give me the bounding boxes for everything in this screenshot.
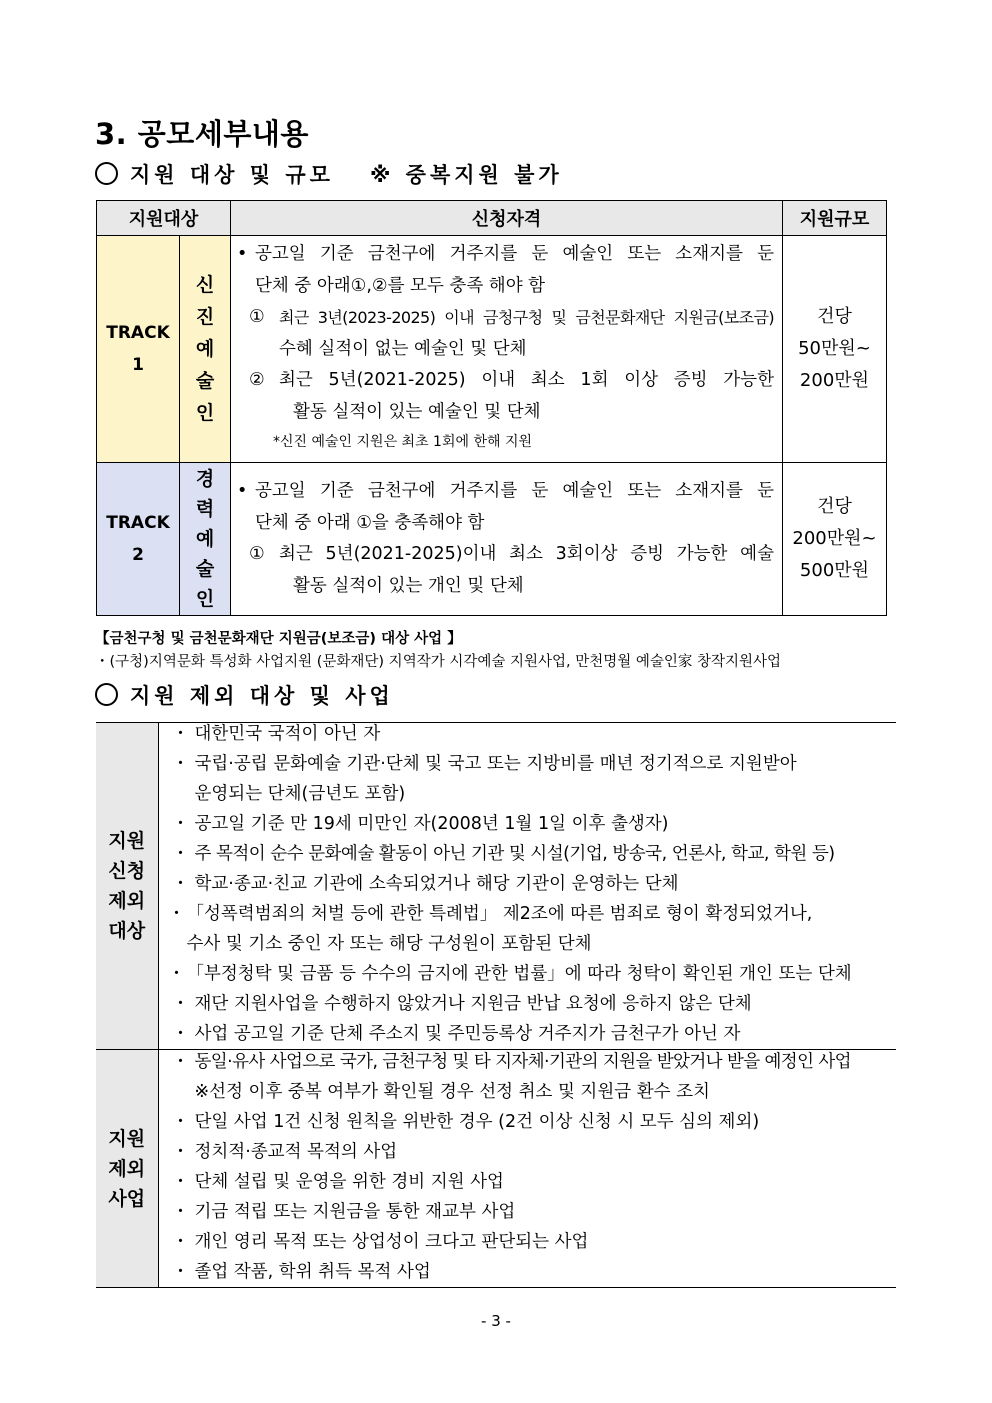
list-item: ・ 정치적·종교적 목적의 사업 — [171, 1142, 398, 1162]
table-header-row — [97, 201, 887, 236]
list-item: ・ 「부정청탁 및 금품 등 수수의 금지에 관한 법률」에 따라 청탁이 확인된 개인 또는 단체 — [167, 964, 852, 984]
track2-row — [97, 463, 887, 616]
exclusion-applicants-list — [158, 723, 896, 1050]
funding-note-items: ・(구청)지역문화 특성화 사업지원 (문화재단) 지역작가 시각예술 지원사업, 만천명월 예술인家 창작지원사업 — [95, 654, 782, 670]
section-heading-exclusions: 지원 제외 대상 및 사업 — [95, 680, 394, 710]
list-item: ・ 대한민국 국적이 아닌 자 — [171, 724, 381, 744]
track2-label: TRACK 2 — [97, 463, 180, 616]
list-item: ・ 졸업 작품, 학위 취득 목적 사업 — [171, 1262, 431, 1282]
list-item: ・ 단일 사업 1건 신청 원칙을 위반한 경우 (2건 이상 신청 시 모두 심의 제외) — [171, 1112, 760, 1132]
page-title: 3. 공모세부내용 — [95, 117, 309, 151]
header-amount: 지원규모 — [783, 201, 887, 236]
track1-category: 신 진 예 술 인 — [180, 236, 231, 463]
funding-note-title: 【금천구청 및 금천문화재단 지원금(보조금) 대상 사업 】 — [95, 631, 462, 647]
exclusions-table — [96, 722, 896, 1288]
list-item: ・ 사업 공고일 기준 단체 주소지 및 주민등록상 거주지가 금천구가 아닌 자 — [171, 1024, 741, 1044]
track1-label: TRACK 1 — [97, 236, 180, 463]
list-item: ・ 학교·종교·친교 기관에 소속되었거나 해당 기관이 운영하는 단체 — [171, 874, 679, 894]
list-item-continuation: ※선정 이후 중복 여부가 확인될 경우 선정 취소 및 지원금 환수 조치 — [194, 1082, 710, 1102]
track1-amount: 건당 50만원~ 200만원 — [783, 236, 887, 463]
page-number: - 3 - — [481, 1312, 511, 1330]
exclusion-projects-label: 지원 제외 사업 — [96, 1050, 158, 1288]
list-item: ・ 개인 영리 목적 또는 상업성이 크다고 판단되는 사업 — [171, 1232, 589, 1252]
list-item: ・ 단체 설립 및 운영을 위한 경비 지원 사업 — [171, 1172, 504, 1192]
list-item-continuation: 운영되는 단체(금년도 포함) — [194, 784, 406, 804]
track2-criteria: • 공고일 기준 금천구에 거주지를 둔 예술인 또는 소재지를 둔 단체 중 아래 ①을 충족해야 함 ① 최근 5년(2021-2025)이내 최소 3회이상 증빙 가능한 예술 활동 실적이 있는 개인 및 단체 — [231, 463, 783, 616]
eligibility-table — [96, 200, 887, 616]
list-item: ・ 국립·공립 문화예술 기관·단체 및 국고 또는 지방비를 매년 정기적으로 지원받아 — [171, 754, 797, 774]
list-item: ・ 「성폭력범죄의 처벌 등에 관한 특례법」 제2조에 따른 범죄로 형이 확정되었거나, — [167, 904, 813, 924]
exclusion-applicants-row — [96, 723, 896, 1050]
section-heading-eligibility: 지원 대상 및 규모 ※ 중복지원 불가 — [95, 159, 563, 189]
track1-row — [97, 236, 887, 463]
list-item: ・ 기금 적립 또는 지원금을 통한 재교부 사업 — [171, 1202, 516, 1222]
list-item: ・ 동일·유사 사업으로 국가, 금천구청 및 타 지자체·기관의 지원을 받았거나 받을 예정인 사업 — [171, 1052, 851, 1072]
list-item-continuation: 수사 및 기소 중인 자 또는 해당 구성원이 포함된 단체 — [186, 934, 592, 954]
list-item: ・ 공고일 기준 만 19세 미만인 자(2008년 1월 1일 이후 출생자) — [171, 814, 669, 834]
exclusion-projects-list — [158, 1050, 896, 1288]
track2-amount: 건당 200만원~ 500만원 — [783, 463, 887, 616]
no-duplicate-note: ※ 중복지원 불가 — [369, 163, 563, 187]
list-item: ・ 주 목적이 순수 문화예술 활동이 아닌 기관 및 시설(기업, 방송국, 언론사, 학교, 학원 등) — [171, 844, 835, 864]
track2-category: 경 력 예 술 인 — [180, 463, 231, 616]
header-qualification: 신청자격 — [231, 201, 783, 236]
circle-icon — [95, 162, 118, 185]
list-item: ・ 재단 지원사업을 수행하지 않았거나 지원금 반납 요청에 응하지 않은 단체 — [171, 994, 752, 1014]
circle-icon — [95, 683, 118, 706]
header-target: 지원대상 — [97, 201, 231, 236]
track1-criteria: • 공고일 기준 금천구에 거주지를 둔 예술인 또는 소재지를 둔 단체 중 아래①,②를 모두 충족 해야 함 ① 최근 3년(2023-2025) 이내 금청구청 및 금천문화재단 지원금(보조금) 수혜 실적이 없는 예술인 및 단체 ② 최근 5년(2021-2025) 이내 최소 1회 이상 증빙 가능한 활동 실적이 있는 예술인 및 단체 *신진 예술인 지원은 최초 1회에 한해 지원 — [231, 236, 783, 463]
exclusion-projects-row — [96, 1050, 896, 1288]
exclusion-applicants-label: 지원 신청 제외 대상 — [96, 723, 158, 1050]
